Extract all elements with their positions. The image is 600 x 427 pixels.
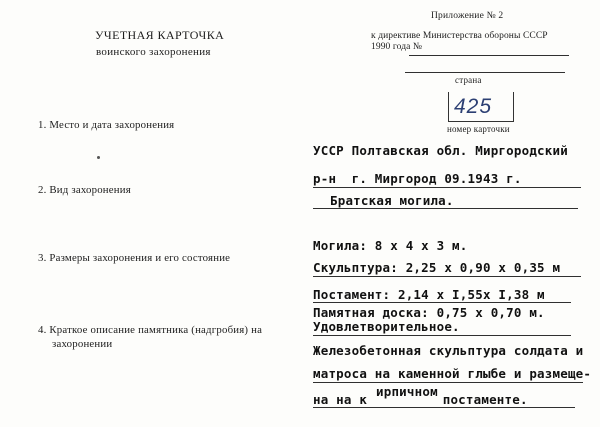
card-number-handwritten: 425 <box>454 95 493 118</box>
label-burial-type: 2. Вид захоронения <box>38 184 131 196</box>
rule-description <box>313 382 583 383</box>
stray-mark <box>97 156 100 159</box>
value-description-line1: Железобетонная скульптура солдата и <box>313 343 584 358</box>
card-number-label: номер карточки <box>447 124 510 134</box>
label-monument-description-cont: захоронении <box>52 338 113 350</box>
country-label: страна <box>455 75 482 85</box>
card-title: УЧЕТНАЯ КАРТОЧКА <box>95 28 225 42</box>
value-sculpture-size: Скульптура: 2,25 х 0,90 х 0,35 м <box>313 260 561 275</box>
value-place-line2: р-н г. Миргород 09.1943 г. <box>313 171 522 186</box>
value-memorial-plaque: Памятная доска: 0,75 х 0,70 м. <box>313 305 545 320</box>
value-description-line3c: постаменте. <box>435 392 528 407</box>
value-grave-size: Могила: 8 х 4 х 3 м. <box>313 238 468 253</box>
appendix-label: Приложение № 2 <box>431 11 504 21</box>
directive-number-line <box>409 55 569 56</box>
value-description-line2: матроса на каменной глыбе и размеще- <box>313 366 592 381</box>
label-place-date: 1. Место и дата захоронения <box>38 119 175 131</box>
value-place-line1: УССР Полтавская обл. Миргородский <box>313 143 568 158</box>
rule-sizes <box>313 276 581 277</box>
card-subtitle: воинского захоронения <box>96 46 211 58</box>
directive-text-line2: 1990 года № <box>371 42 423 52</box>
value-pedestal-size: Постамент: 2,14 х I,55х I,38 м <box>313 287 545 302</box>
rule-burial-type <box>313 208 578 209</box>
label-monument-description: 4. Краткое описание памятника (надгробия) на <box>38 324 263 336</box>
value-condition: Удовлетворительное. <box>313 319 460 334</box>
label-size-condition: 3. Размеры захоронения и его состояние <box>38 252 231 264</box>
rule-place <box>313 187 581 188</box>
rule-pedestal <box>313 302 571 303</box>
directive-text-line1: к директиве Министерства обороны СССР <box>371 31 548 41</box>
value-burial-type: Братская могила. <box>330 193 454 208</box>
value-description-line3b: ирпичном <box>376 384 438 399</box>
rule-condition <box>313 335 571 336</box>
rule-description-end <box>313 407 575 408</box>
country-line <box>405 72 565 73</box>
value-description-line3a: на на к <box>313 392 368 407</box>
